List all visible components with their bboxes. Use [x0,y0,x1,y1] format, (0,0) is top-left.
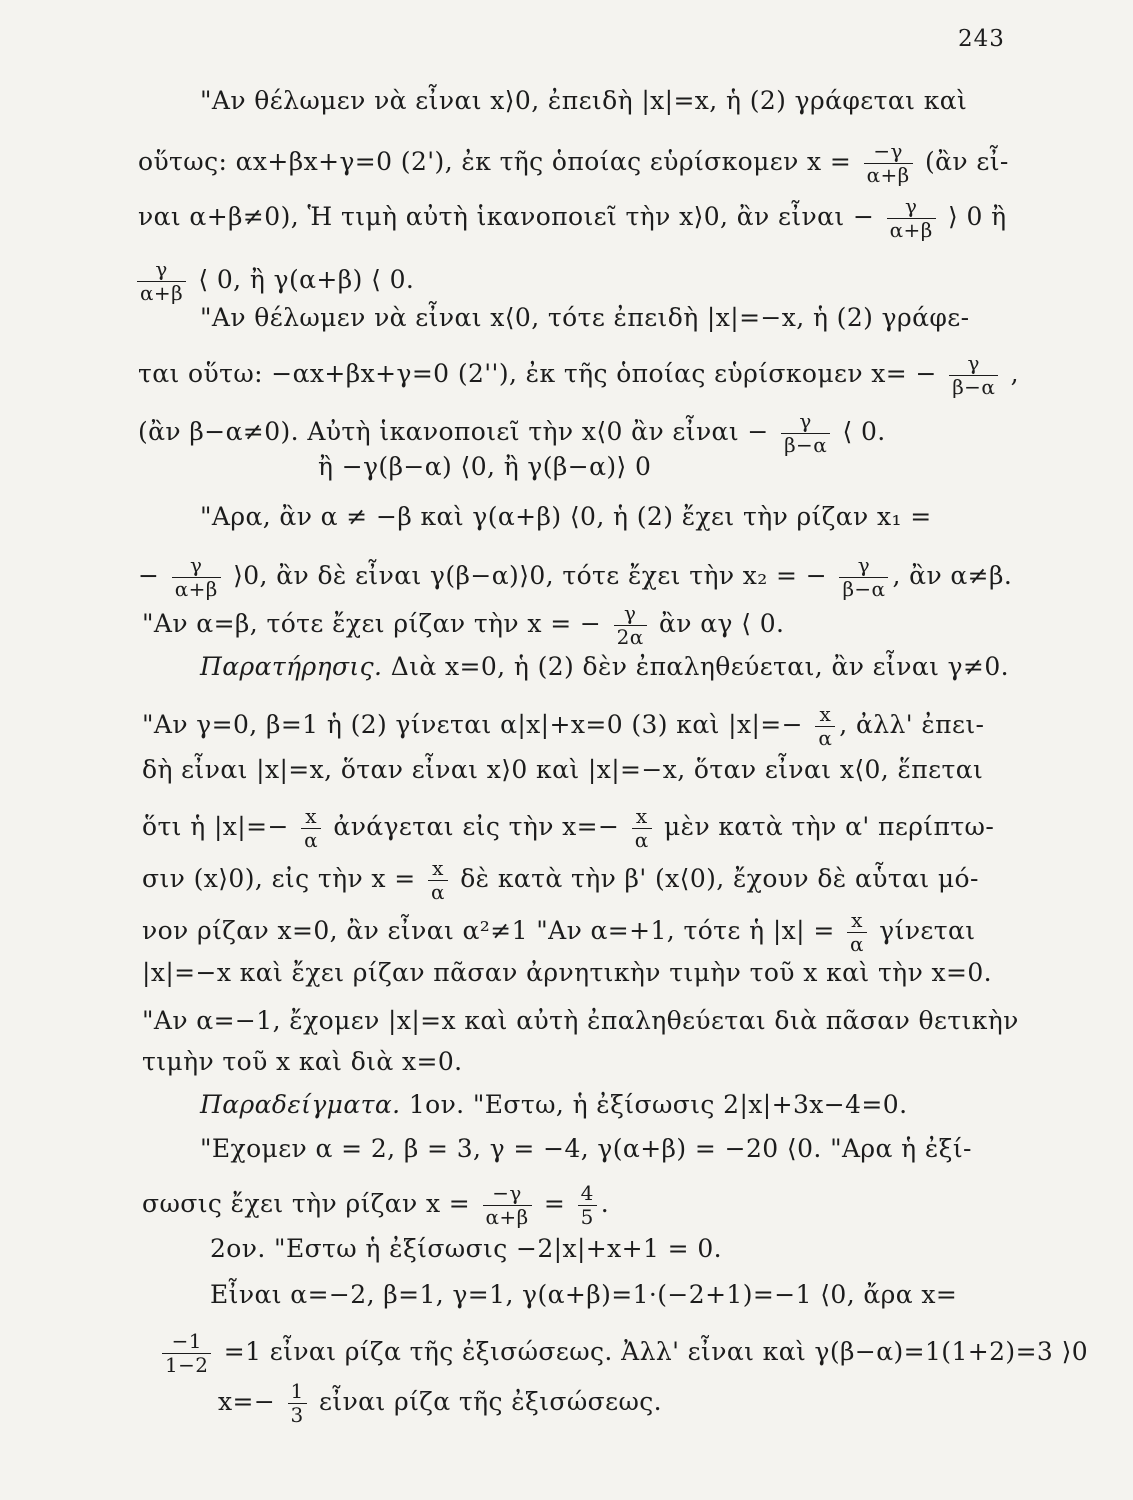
fraction-denominator: α [815,726,835,750]
text-line [138,410,886,457]
text-line [142,755,983,785]
fraction-denominator: 3 [288,1403,307,1427]
text-run: ναι α+β≠0), Ἡ τιμὴ αὐτὴ ἱκανοποιεῖ τὴν x⟩0, ἂν εἶναι − [138,202,883,231]
fraction-denominator: 2α [614,625,647,649]
fraction-denominator: α+β [483,1205,532,1229]
text-run: οὕτως: αx+βx+γ=0 (2'), ἐκ τῆς ὁποίας εὑρίσκομεν x = [138,147,860,176]
fraction [887,195,936,242]
section-heading-italic: Παραδείγματα. [200,1090,401,1119]
text-run: "Αν α=−1, ἔχομεν |x|=x καὶ αὐτὴ ἐπαληθεύεται διὰ πᾶσαν θετικὴν [142,1006,1019,1035]
fraction-numerator: γ [623,601,637,625]
text-line [138,195,1007,242]
text-run: ⟩ 0 ἢ [939,202,1007,231]
text-line [318,452,651,482]
page-number: 243 [958,26,1005,52]
fraction-numerator: x [819,702,832,726]
text-run: δὲ κατὰ τὴν β' (x⟨0), ἔχουν δὲ αὗται μό- [451,864,979,893]
text-line [210,1280,957,1310]
text-run: 1ον. "Εστω, ἡ ἐξίσωσις 2|x|+3x−4=0. [400,1090,908,1119]
fraction [301,805,321,852]
fraction-numerator: x [635,804,648,828]
text-line [142,1006,1019,1036]
text-line [200,1090,907,1120]
fraction [137,258,186,305]
text-run: μὲν κατὰ τὴν α' περίπτω- [655,812,995,841]
fraction-numerator: x [851,908,863,932]
fraction-denominator: 1−2 [162,1353,211,1377]
fraction-denominator: β−α [781,433,830,457]
text-run: , ἀλλ' ἐπει- [839,710,985,739]
text-line [200,303,969,333]
text-run: , ἂν α≠β. [892,561,1013,590]
fraction-numerator: γ [967,351,980,375]
fraction [847,909,867,956]
text-run: ⟩0, ἂν δὲ εἶναι γ(β−α)⟩0, τότε ἔχει τὴν x₂ = − [224,561,836,590]
fraction-denominator: α+β [864,163,913,187]
fraction [864,140,913,187]
text-line [138,140,1009,187]
text-line [138,352,1019,399]
fraction-numerator: γ [155,257,168,281]
fraction-numerator: −1 [171,1329,202,1353]
text-line [200,652,1009,682]
text-run: ται οὕτω: −αx+βx+γ=0 (2''), ἐκ τῆς ὁποίας εὑρίσκομεν x= − [138,359,946,388]
text-line [142,703,984,750]
text-line [142,1182,609,1229]
text-run: ⟨ 0. [834,417,886,446]
text-run: Διὰ x=0, ἡ (2) δὲν ἐπαληθεύεται, ἂν εἶναι γ≠0. [382,652,1010,681]
text-line [200,502,932,532]
text-run: . [600,1189,610,1218]
text-line [142,805,994,852]
fraction-numerator: x [305,804,317,828]
fraction-denominator: β−α [839,577,888,601]
text-run: "Εχομεν α = 2, β = 3, γ = −4, γ(α+β) = −20 ⟨0. "Αρα ἡ ἐξί- [200,1134,972,1163]
text-run: νον ρίζαν x=0, ἂν εἶναι α²≠1 "Αν α=+1, τότε ἡ |x| = [142,916,844,945]
fraction-numerator: −γ [492,1181,522,1205]
text-run: γίνεται [870,916,976,945]
fraction [162,1330,211,1377]
text-run: |x|=−x καὶ ἔχει ρίζαν πᾶσαν ἀρνητικὴν τιμὴν τοῦ x καὶ τὴν x=0. [142,958,993,987]
fraction [428,857,448,904]
text-run: ἂν αγ ⟨ 0. [650,609,785,638]
fraction-denominator: β−α [949,375,998,399]
fraction-numerator: 4 [580,1181,594,1205]
text-run: "Αρα, ἂν α ≠ −β καὶ γ(α+β) ⟨0, ἡ (2) ἔχει τὴν ρίζαν x₁ = [200,502,932,531]
fraction-denominator: α [632,828,652,852]
fraction-numerator: γ [857,553,871,577]
fraction-numerator: −γ [873,139,903,163]
text-run: ⟨ 0, ἢ γ(α+β) ⟨ 0. [190,265,415,294]
text-run: 2ον. "Εστω ἡ ἐξίσωσις −2|x|+x+1 = 0. [210,1234,722,1263]
fraction-numerator: γ [799,409,812,433]
fraction-denominator: α+β [887,218,936,242]
text-line [142,909,976,956]
fraction-numerator: x [432,856,444,880]
fraction-numerator: 1 [290,1379,304,1403]
text-run: , [1002,359,1019,388]
text-run: "Αν θέλωμεν νὰ εἶναι x⟩0, ἐπειδὴ |x|=x, ἡ (2) γράφεται καὶ [200,86,968,115]
text-run: (ἂν εἶ- [916,147,1009,176]
text-run: ἀνάγεται εἰς τὴν x=− [325,812,628,841]
text-line [142,857,979,904]
text-run: εἶναι ρίζα τῆς ἐξισώσεως. [310,1387,663,1416]
fraction-denominator: α [847,932,867,956]
text-run: σιν (x⟩0), εἰς τὴν x = [142,864,424,893]
text-line [138,554,1012,601]
fraction [815,703,835,750]
text-line [142,958,992,988]
fraction-denominator: 5 [578,1205,597,1229]
text-line [210,1234,722,1264]
text-line [200,1134,972,1164]
fraction [483,1182,532,1229]
fraction [288,1380,307,1427]
text-line [133,258,414,305]
fraction [632,805,652,852]
text-run: − [138,561,168,590]
section-heading-italic: Παρατήρησις. [200,652,383,681]
text-run: τιμὴν τοῦ x καὶ διὰ x=0. [142,1047,463,1076]
fraction-numerator: γ [904,194,918,218]
text-run: Εἶναι α=−2, β=1, γ=1, γ(α+β)=1·(−2+1)=−1 ⟨0, ἄρα x= [210,1280,958,1309]
text-run: ἢ −γ(β−α) ⟨0, ἢ γ(β−α)⟩ 0 [318,452,652,481]
text-run: (ἂν β−α≠0). Αὐτὴ ἱκανοποιεῖ τὴν x⟨0 ἂν εἶναι − [138,417,778,446]
text-run: "Αν γ=0, β=1 ἡ (2) γίνεται α|x|+x=0 (3) καὶ |x|=− [142,710,812,739]
fraction [839,554,888,601]
fraction [614,602,647,649]
text-run: ὅτι ἡ |x|=− [142,812,298,841]
fraction-denominator: α+β [172,577,221,601]
text-line [142,602,784,649]
text-run: "Αν θέλωμεν νὰ εἶναι x⟨0, τότε ἐπειδὴ |x|=−x, ἡ (2) γράφε- [200,303,970,332]
fraction [781,410,830,457]
text-run: δὴ εἶναι |x|=x, ὅταν εἶναι x⟩0 καὶ |x|=−x, ὅταν εἶναι x⟨0, ἕπεται [142,755,984,784]
text-run: =1 εἶναι ρίζα τῆς ἐξισώσεως. Ἀλλ' εἶναι καὶ γ(β−α)=1(1+2)=3 ⟩0 [215,1337,1089,1366]
fraction-denominator: α [301,828,321,852]
fraction-numerator: γ [190,553,203,577]
fraction [172,554,221,601]
fraction-denominator: α [428,880,448,904]
text-run: = [535,1189,574,1218]
text-line [200,86,967,116]
fraction [578,1182,597,1229]
text-line [158,1330,1088,1377]
fraction-denominator: α+β [137,281,186,305]
text-line [218,1380,662,1427]
text-run: "Αν α=β, τότε ἔχει ρίζαν τὴν x = − [142,609,610,638]
text-line [142,1047,463,1077]
text-run: σωσις ἔχει τὴν ρίζαν x = [142,1189,479,1218]
text-run: x=− [218,1387,284,1416]
fraction [949,352,998,399]
